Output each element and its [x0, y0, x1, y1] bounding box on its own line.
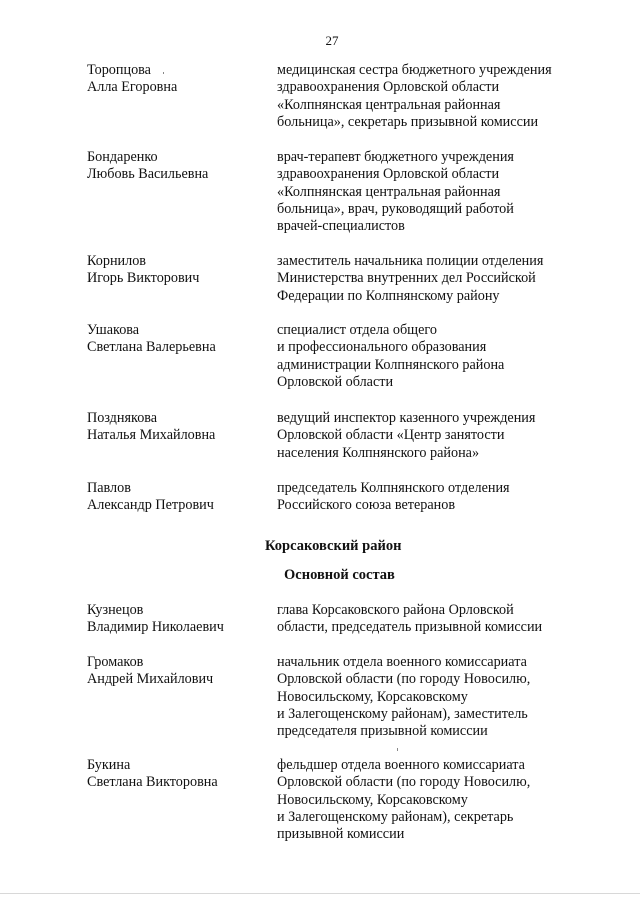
role-line: Новосильскому, Корсаковскому	[277, 791, 468, 808]
member-name	[87, 480, 272, 515]
role-line: здравоохранения Орловской области	[277, 79, 500, 96]
role-line: администрации Колпнянского района	[277, 356, 505, 373]
role-line: области, председатель призывной комиссии	[277, 619, 543, 636]
role-line: врач-терапевт бюджетного учреждения	[277, 149, 514, 165]
role-line: больница», секретарь призывной комиссии	[277, 113, 539, 130]
composition-heading: Основной состав	[284, 567, 395, 583]
scan-speck	[397, 748, 398, 751]
role-line: здравоохранения Орловской области	[277, 166, 500, 183]
scan-speck	[163, 72, 164, 74]
role-line: заместитель начальника полиции отделения	[277, 253, 544, 269]
member-role	[277, 602, 617, 637]
role-line: населения Колпнянского района»	[277, 444, 480, 461]
role-line: призывной комиссии	[277, 826, 405, 843]
member-role	[277, 253, 617, 305]
member-surname: Позднякова	[87, 410, 158, 426]
role-line: Орловской области (по городу Новосилю,	[277, 774, 531, 791]
member-surname: Корнилов	[87, 253, 147, 269]
member-role	[277, 480, 617, 515]
role-line: фельдшер отдела военного комиссариата	[277, 757, 525, 773]
member-given-names: Любовь Васильевна	[87, 166, 209, 183]
member-surname: Бондаренко	[87, 149, 158, 165]
member-given-names: Владимир Николаевич	[87, 619, 224, 636]
member-given-names: Андрей Михайлович	[87, 671, 214, 688]
member-given-names: Алла Егоровна	[87, 79, 178, 96]
role-line: больница», врач, руководящий работой	[277, 200, 514, 217]
role-line: и профессионального образования	[277, 339, 487, 356]
member-role	[277, 322, 617, 391]
member-surname: Кузнецов	[87, 602, 144, 618]
member-name	[87, 410, 272, 445]
member-role	[277, 149, 617, 235]
member-name	[87, 322, 272, 357]
member-surname: Ушакова	[87, 322, 140, 338]
page-number: 27	[325, 33, 339, 48]
member-given-names: Светлана Викторовна	[87, 774, 218, 791]
role-line: врачей-специалистов	[277, 218, 405, 235]
member-name	[87, 62, 272, 97]
role-line: Министерства внутренних дел Российской	[277, 270, 536, 287]
member-role	[277, 757, 617, 843]
member-name	[87, 654, 272, 689]
role-line: «Колпнянская центральная районная	[277, 96, 501, 113]
role-line: и Залегощенскому районам), заместитель	[277, 705, 528, 722]
role-line: ведущий инспектор казенного учреждения	[277, 410, 536, 426]
district-heading: Корсаковский район	[265, 538, 402, 554]
role-line: председателя призывной комиссии	[277, 723, 488, 740]
member-given-names: Александр Петрович	[87, 497, 214, 514]
role-line: Орловской области	[277, 373, 394, 390]
role-line: специалист отдела общего	[277, 322, 437, 338]
role-line: Орловской области (по городу Новосилю,	[277, 671, 531, 688]
member-role	[277, 654, 617, 740]
role-line: «Колпнянская центральная районная	[277, 183, 501, 200]
member-surname: Торопцова	[87, 62, 151, 78]
member-surname: Букина	[87, 757, 131, 773]
role-line: глава Корсаковского района Орловской	[277, 602, 514, 618]
member-given-names: Игорь Викторович	[87, 270, 200, 287]
member-name	[87, 149, 272, 184]
scan-edge-line	[0, 893, 640, 894]
role-line: Орловской области «Центр занятости	[277, 427, 505, 444]
member-surname: Громаков	[87, 654, 144, 670]
role-line: Федерации по Колпнянскому району	[277, 287, 500, 304]
member-name	[87, 602, 272, 637]
role-line: Новосильскому, Корсаковскому	[277, 688, 468, 705]
role-line: начальник отдела военного комиссариата	[277, 654, 527, 670]
member-given-names: Светлана Валерьевна	[87, 339, 216, 356]
role-line: председатель Колпнянского отделения	[277, 480, 510, 496]
member-name	[87, 253, 272, 288]
role-line: Российского союза ветеранов	[277, 497, 456, 514]
role-line: медицинская сестра бюджетного учреждения	[277, 62, 552, 78]
member-given-names: Наталья Михайловна	[87, 427, 216, 444]
role-line: и Залегощенскому районам), секретарь	[277, 808, 514, 825]
member-role	[277, 62, 617, 131]
member-role	[277, 410, 617, 462]
member-surname: Павлов	[87, 480, 131, 496]
member-name	[87, 757, 272, 792]
